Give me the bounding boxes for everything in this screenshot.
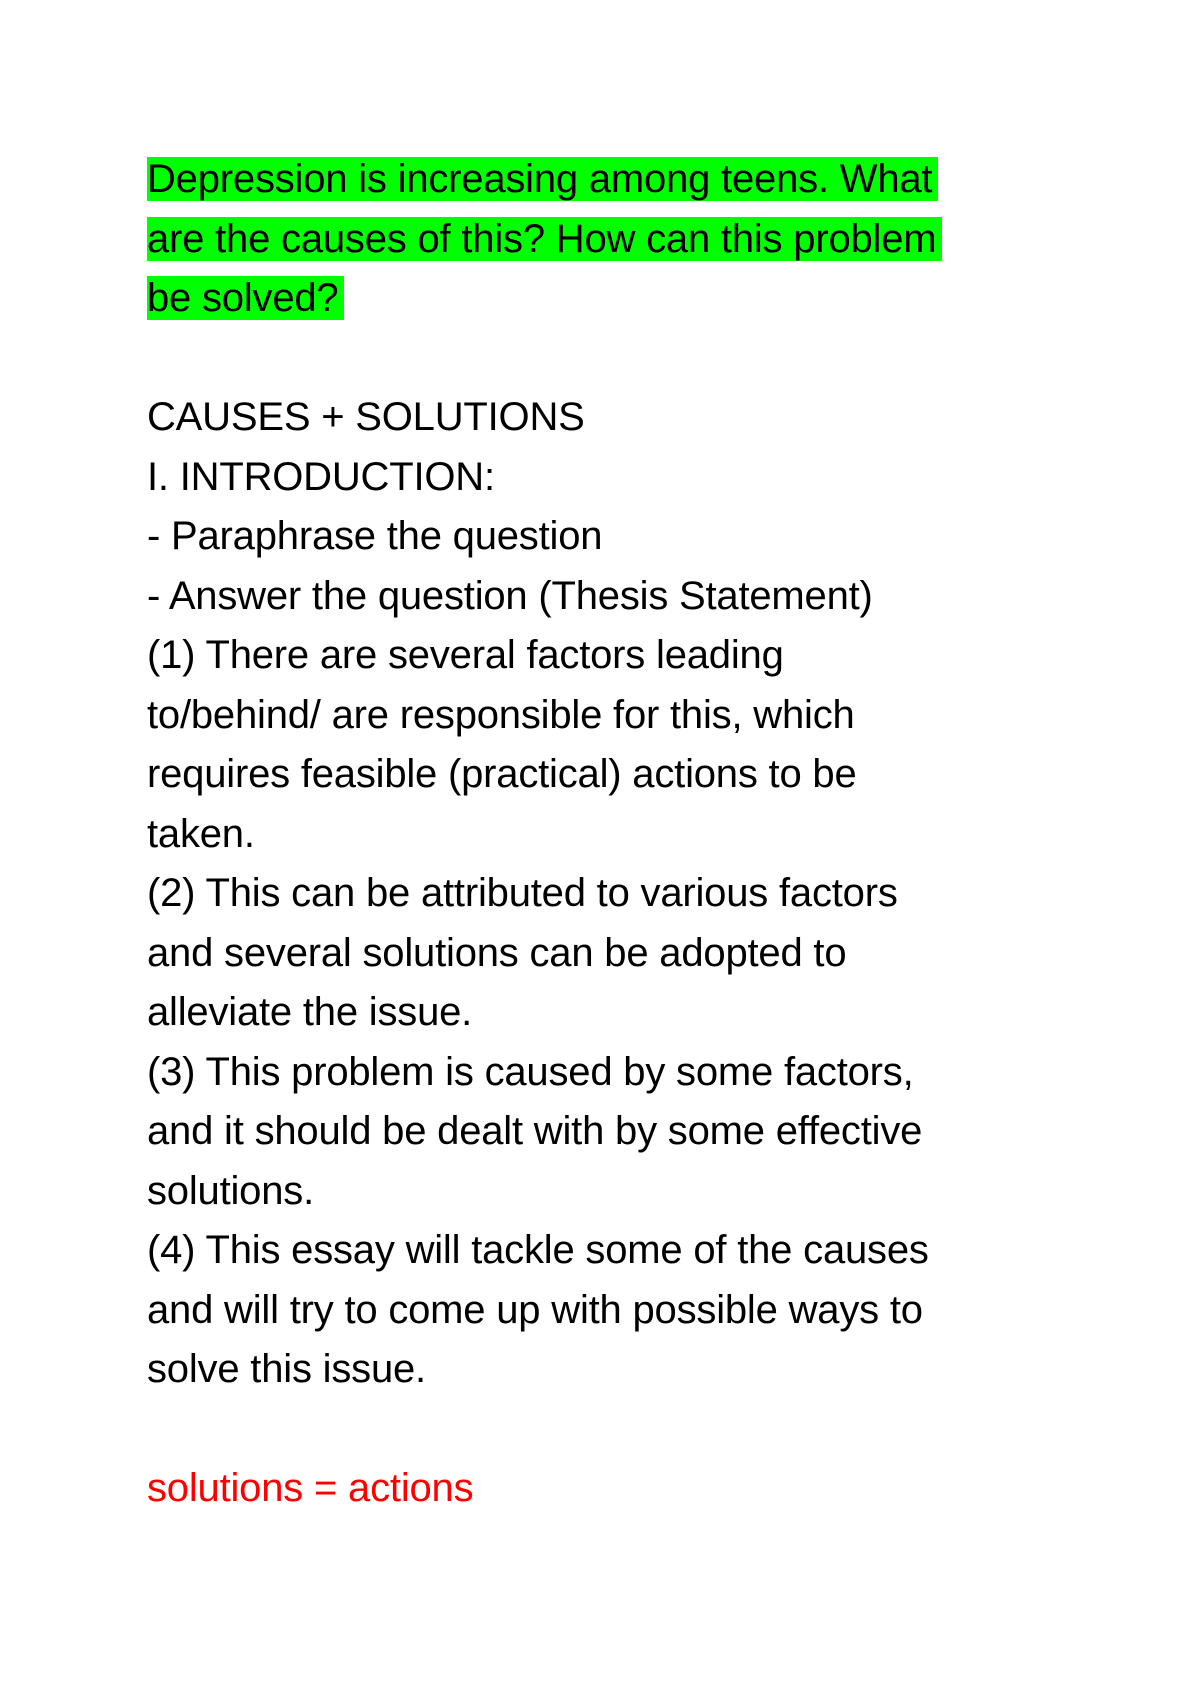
option-line: and several solutions can be adopted to — [147, 930, 847, 975]
red-note: solutions = actions — [147, 1466, 474, 1510]
thesis-option-4 — [147, 1221, 1047, 1400]
option-line: (3) This problem is caused by some factors, — [147, 1049, 914, 1094]
thesis-option-2 — [147, 864, 1047, 1043]
question-line-3: be solved? — [147, 276, 344, 320]
section-title: I. INTRODUCTION: — [147, 454, 495, 499]
document-body — [147, 150, 1047, 1519]
option-line: to/behind/ are responsible for this, which — [147, 692, 855, 737]
question-line-1: Depression is increasing among teens. What — [147, 157, 938, 201]
essay-question — [147, 150, 1047, 329]
option-line: (4) This essay will tackle some of the causes — [147, 1228, 929, 1272]
spacer — [147, 329, 1047, 389]
option-line: requires feasible (practical) actions to be — [147, 752, 857, 796]
option-line: and it should be dealt with by some effective — [147, 1109, 923, 1153]
outline-heading: CAUSES + SOLUTIONS — [147, 395, 585, 439]
question-line-2: are the causes of this? How can this problem — [147, 217, 942, 261]
option-line: and will try to come up with possible ways to — [147, 1287, 923, 1332]
option-line: solutions. — [147, 1168, 314, 1213]
option-line: solve this issue. — [147, 1347, 426, 1391]
bullet-answer: - Answer the question (Thesis Statement) — [147, 573, 873, 618]
thesis-option-1 — [147, 626, 1047, 864]
bullet-paraphrase: - Paraphrase the question — [147, 514, 603, 558]
spacer — [147, 1400, 1047, 1460]
option-line: (1) There are several factors leading — [147, 633, 784, 677]
thesis-option-3 — [147, 1043, 1047, 1222]
option-line: (2) This can be attributed to various factors — [147, 871, 898, 915]
option-line: taken. — [147, 811, 255, 856]
option-line: alleviate the issue. — [147, 990, 473, 1034]
